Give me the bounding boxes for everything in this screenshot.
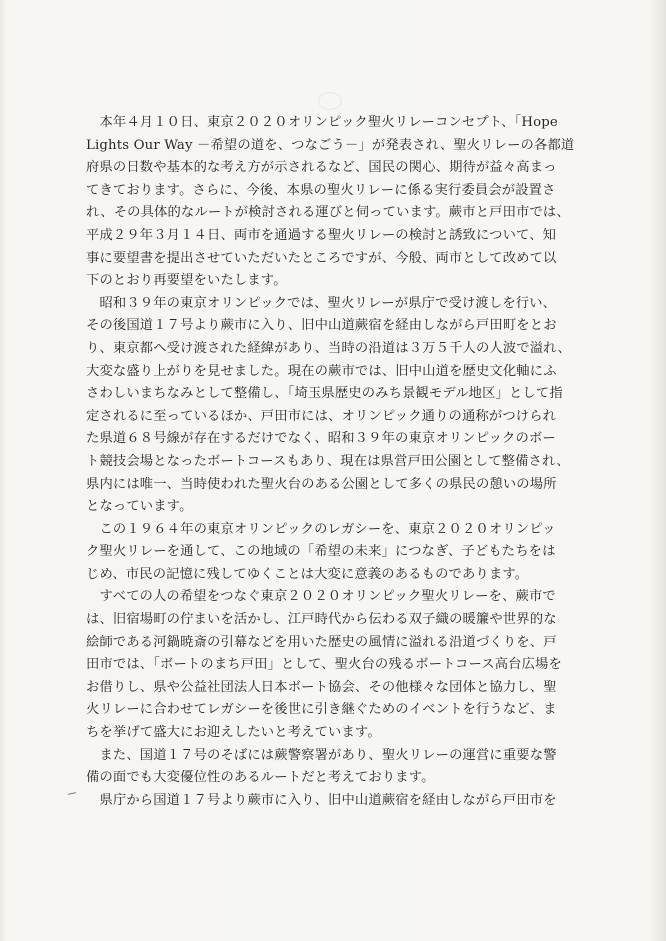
- text-line: その後国道１７号より蕨市に入り、旧中山道蕨宿を経由しながら戸田町をとお: [86, 318, 557, 334]
- text-line: すべての人の希望をつなぐ東京２０２０オリンピック聖火リレーを、蕨市で: [86, 589, 556, 605]
- text-line: 備の面でも大変優位性のあるルートだと考えております。: [86, 770, 435, 786]
- letter-body: [86, 112, 586, 812]
- text-line: は、旧宿場町の佇まいを活かし、江戸時代から伝わる双子織の暖簾や世界的な: [86, 612, 557, 628]
- text-line: この１９６４年の東京オリンピックのレガシーを、東京２０２０オリンピッ: [86, 521, 556, 537]
- text-line: ト競技会場となったボートコースもあり、現在は県営戸田公園として整備され、: [86, 453, 570, 469]
- scan-smudge: [318, 92, 342, 110]
- text-line: てきております。さらに、今後、本県の聖火リレーに係る実行委員会が設置さ: [86, 182, 556, 198]
- text-line: り、東京都へ受け渡された経緯があり、当時の沿道は３万５千人の人波で溢れ、: [86, 340, 571, 356]
- text-line: 大変な盛り上がりを見せました。現在の蕨市では、旧中山道を歴史文化軸にふ: [86, 363, 557, 379]
- text-line: 県内には唯一、当時使われた聖火台のある公園として多くの県民の憩いの場所: [86, 476, 557, 492]
- text-line: れ、その具体的なルートが検討される運びと伺っています。蕨市と戸田市では、: [86, 205, 570, 221]
- text-line: 事に要望書を提出させていただいたところですが、今般、両市として改めて以: [86, 250, 557, 266]
- text-line: さわしいまちなみとして整備し、「埼玉県歴史のみち景観モデル地区」として指: [86, 386, 563, 402]
- text-line: お借りし、県や公益社団法人日本ボート協会、その他様々な団体と協力し、聖: [86, 679, 557, 695]
- text-line: 田市では、「ボートのまち戸田」として、聖火台の残るボートコース高台広場を: [86, 657, 562, 673]
- text-line: じめ、市民の記憶に残してゆくことは大変に意義のあるものであります。: [86, 566, 529, 582]
- text-line: ク聖火リレーを通して、この地域の「希望の未来」につなぎ、子どもたちをは: [86, 544, 556, 560]
- text-line: 本年４月１０日、東京２０２０オリンピック聖火リレーコンセプト、「Hope: [86, 115, 558, 130]
- text-line: ちを挙げて盛大にお迎えしたいと考えています。: [86, 725, 381, 741]
- text-line: また、国道１７号のそばには蕨警察署があり、聖火リレーの運営に重要な警: [86, 747, 557, 763]
- text-line: 府県の日数や基本的な考え方が示されるなど、国民の関心、期待が益々高まっ: [86, 160, 557, 176]
- text-line: 県庁から国道１７号より蕨市に入り、旧中山道蕨宿を経由しながら戸田市を: [86, 792, 557, 808]
- text-line: 下のとおり再要望をいたします。: [86, 273, 287, 289]
- text-line: Lights Our Way －希望の道を、つなごう－」が発表され、聖火リレーの各都道: [86, 137, 575, 153]
- text-line: 平成２９年３月１４日、両市を通過する聖火リレーの検討と誘致について、知: [86, 227, 557, 243]
- text-line: 火リレーに合わせてレガシーを後世に引き継ぐためのイベントを行うなど、ま: [86, 702, 557, 718]
- text-line: 昭和３９年の東京オリンピックでは、聖火リレーが県庁で受け渡しを行い、: [86, 295, 557, 311]
- text-line: 絵師である河鍋暁斎の引幕などを用いた歴史の風情に溢れる沿道づくりを、戸: [86, 634, 557, 650]
- text-line: た県道６８号線が存在するだけでなく、昭和３９年の東京オリンピックのボー: [86, 431, 556, 447]
- pen-mark: [68, 792, 76, 795]
- text-line: 定されるに至っているほか、戸田市には、オリンピック通りの通称がつけられ: [86, 408, 557, 424]
- text-line: となっています。: [86, 499, 193, 515]
